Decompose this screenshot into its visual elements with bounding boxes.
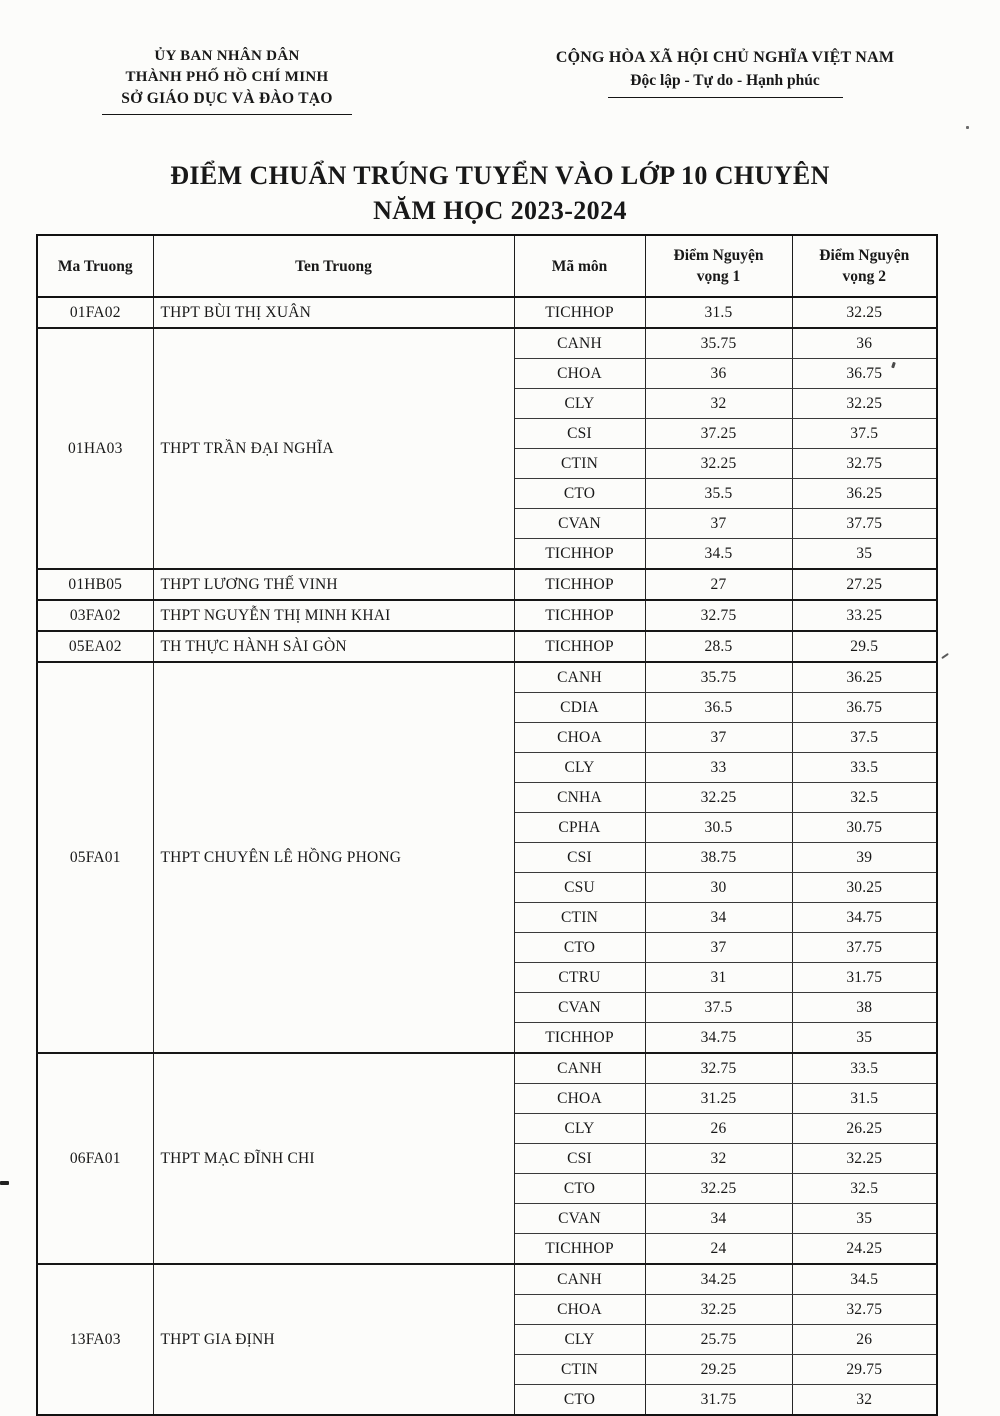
school-name: THPT TRẦN ĐẠI NGHĨA xyxy=(153,328,514,569)
score-nv2: 27.25 xyxy=(792,569,937,600)
score-nv2: 33.5 xyxy=(792,753,937,783)
subject-code: CTRU xyxy=(514,963,645,993)
subject-code: CVAN xyxy=(514,509,645,539)
score-nv1: 37 xyxy=(645,509,792,539)
scan-artifact xyxy=(966,126,969,129)
score-nv1: 32 xyxy=(645,389,792,419)
score-nv1: 32.25 xyxy=(645,1174,792,1204)
school-name: TH THỰC HÀNH SÀI GÒN xyxy=(153,631,514,662)
subject-code: CVAN xyxy=(514,1204,645,1234)
subject-code: CNHA xyxy=(514,783,645,813)
score-nv2: 37.5 xyxy=(792,419,937,449)
school-code: 01HB05 xyxy=(37,569,153,600)
scan-artifact xyxy=(941,653,949,659)
score-nv1: 35.75 xyxy=(645,328,792,359)
col-header-subject-code: Mã môn xyxy=(514,235,645,297)
score-nv2: 39 xyxy=(792,843,937,873)
national-title: CỘNG HÒA XÃ HỘI CHỦ NGHĨA VIỆT NAM xyxy=(555,49,895,66)
subject-code: CDIA xyxy=(514,693,645,723)
score-nv1: 31.5 xyxy=(645,297,792,328)
school-name: THPT NGUYỄN THỊ MINH KHAI xyxy=(153,600,514,631)
subject-code: TICHHOP xyxy=(514,569,645,600)
subject-code: CTIN xyxy=(514,449,645,479)
score-nv1: 32.25 xyxy=(645,449,792,479)
table-row xyxy=(37,631,937,662)
national-motto-block xyxy=(505,46,945,98)
score-nv2: 32.75 xyxy=(792,449,937,479)
table-row xyxy=(37,1264,937,1295)
score-nv2: 32.75 xyxy=(792,1295,937,1325)
score-nv1: 32 xyxy=(645,1144,792,1174)
subject-code: TICHHOP xyxy=(514,1023,645,1054)
score-nv1: 37.25 xyxy=(645,419,792,449)
subject-code: CHOA xyxy=(514,359,645,389)
subject-code: TICHHOP xyxy=(514,297,645,328)
subject-code: CTO xyxy=(514,1174,645,1204)
authority-line-1: ỦY BAN NHÂN DÂN xyxy=(154,48,300,64)
score-nv1: 31.25 xyxy=(645,1084,792,1114)
score-nv2: 35 xyxy=(792,539,937,570)
table-row xyxy=(37,662,937,693)
school-code: 01HA03 xyxy=(37,328,153,569)
score-nv2: 31.5 xyxy=(792,1084,937,1114)
col-header-school-name: Ten Truong xyxy=(153,235,514,297)
school-name: THPT MẠC ĐĨNH CHI xyxy=(153,1053,514,1264)
col-header-score-nv2: Điểm Nguyện vọng 2 xyxy=(792,235,937,297)
document-title xyxy=(0,158,1000,228)
subject-code: CVAN xyxy=(514,993,645,1023)
subject-code: TICHHOP xyxy=(514,1234,645,1265)
school-name: THPT CHUYÊN LÊ HỒNG PHONG xyxy=(153,662,514,1053)
score-nv2: 33.5 xyxy=(792,1053,937,1084)
subject-code: CHOA xyxy=(514,1295,645,1325)
score-nv1: 29.25 xyxy=(645,1355,792,1385)
score-nv1: 34 xyxy=(645,1204,792,1234)
authority-underline xyxy=(102,114,352,115)
subject-code: CTIN xyxy=(514,903,645,933)
subject-code: CTO xyxy=(514,1385,645,1416)
score-nv1: 36 xyxy=(645,359,792,389)
table-row xyxy=(37,600,937,631)
table-row xyxy=(37,569,937,600)
school-code: 01FA02 xyxy=(37,297,153,328)
subject-code: CANH xyxy=(514,662,645,693)
score-nv2: 37.5 xyxy=(792,723,937,753)
score-nv2: 34.75 xyxy=(792,903,937,933)
score-nv2: 30.25 xyxy=(792,873,937,903)
score-nv2: 35 xyxy=(792,1023,937,1054)
score-nv1: 33 xyxy=(645,753,792,783)
national-motto: Độc lập - Tự do - Hạnh phúc xyxy=(630,72,820,89)
motto-underline xyxy=(608,97,843,98)
school-name: THPT LƯƠNG THẾ VINH xyxy=(153,569,514,600)
score-nv1: 32.75 xyxy=(645,1053,792,1084)
score-nv1: 32.25 xyxy=(645,783,792,813)
subject-code: CTO xyxy=(514,479,645,509)
school-code: 13FA03 xyxy=(37,1264,153,1415)
score-nv1: 35.75 xyxy=(645,662,792,693)
score-nv2: 32.25 xyxy=(792,297,937,328)
scores-table-header xyxy=(37,235,937,297)
score-nv2: 31.75 xyxy=(792,963,937,993)
subject-code: CLY xyxy=(514,753,645,783)
subject-code: TICHHOP xyxy=(514,631,645,662)
score-nv1: 31 xyxy=(645,963,792,993)
score-nv1: 37 xyxy=(645,723,792,753)
score-nv2: 38 xyxy=(792,993,937,1023)
school-name: THPT GIA ĐỊNH xyxy=(153,1264,514,1415)
score-nv1: 34.75 xyxy=(645,1023,792,1054)
table-row xyxy=(37,1053,937,1084)
score-nv2: 29.5 xyxy=(792,631,937,662)
score-nv1: 36.5 xyxy=(645,693,792,723)
score-nv2: 26 xyxy=(792,1325,937,1355)
score-nv1: 32.75 xyxy=(645,600,792,631)
subject-code: CSI xyxy=(514,419,645,449)
subject-code: CSI xyxy=(514,843,645,873)
table-row xyxy=(37,328,937,359)
score-nv2: 37.75 xyxy=(792,933,937,963)
school-code: 05EA02 xyxy=(37,631,153,662)
document-title-line-2: NĂM HỌC 2023-2024 xyxy=(373,196,627,225)
score-nv1: 37.5 xyxy=(645,993,792,1023)
score-nv1: 30 xyxy=(645,873,792,903)
school-code: 06FA01 xyxy=(37,1053,153,1264)
scores-table-body xyxy=(37,297,937,1415)
header-row xyxy=(37,235,937,297)
score-nv1: 27 xyxy=(645,569,792,600)
authority-line-3: SỞ GIÁO DỤC VÀ ĐÀO TẠO xyxy=(121,90,333,107)
score-nv1: 37 xyxy=(645,933,792,963)
score-nv1: 34 xyxy=(645,903,792,933)
subject-code: CSU xyxy=(514,873,645,903)
score-nv1: 31.75 xyxy=(645,1385,792,1416)
score-nv2: 32.25 xyxy=(792,1144,937,1174)
subject-code: CHOA xyxy=(514,1084,645,1114)
score-nv2: 36.75 xyxy=(792,693,937,723)
score-nv2: 32.25 xyxy=(792,389,937,419)
subject-code: CLY xyxy=(514,1114,645,1144)
subject-code: CPHA xyxy=(514,813,645,843)
scan-artifact xyxy=(0,1181,9,1185)
subject-code: CHOA xyxy=(514,723,645,753)
score-nv2: 30.75 xyxy=(792,813,937,843)
subject-code: CTIN xyxy=(514,1355,645,1385)
score-nv1: 26 xyxy=(645,1114,792,1144)
score-nv1: 38.75 xyxy=(645,843,792,873)
document-title-line-1: ĐIỂM CHUẨN TRÚNG TUYỂN VÀO LỚP 10 CHUYÊN xyxy=(170,161,830,190)
score-nv1: 32.25 xyxy=(645,1295,792,1325)
subject-code: TICHHOP xyxy=(514,539,645,570)
score-nv2: 33.25 xyxy=(792,600,937,631)
score-nv2: 32.5 xyxy=(792,1174,937,1204)
score-nv2: 36.75 xyxy=(792,359,937,389)
score-nv2: 37.75 xyxy=(792,509,937,539)
subject-code: CLY xyxy=(514,389,645,419)
score-nv2: 36.25 xyxy=(792,662,937,693)
score-nv1: 34.5 xyxy=(645,539,792,570)
score-nv1: 34.25 xyxy=(645,1264,792,1295)
col-header-score-nv1: Điểm Nguyện vọng 1 xyxy=(645,235,792,297)
score-nv2: 32.5 xyxy=(792,783,937,813)
subject-code: CLY xyxy=(514,1325,645,1355)
score-nv1: 24 xyxy=(645,1234,792,1265)
scores-table xyxy=(36,234,938,1416)
issuing-authority-block xyxy=(82,46,372,115)
subject-code: CANH xyxy=(514,328,645,359)
table-row xyxy=(37,297,937,328)
score-nv2: 34.5 xyxy=(792,1264,937,1295)
subject-code: CANH xyxy=(514,1264,645,1295)
subject-code: TICHHOP xyxy=(514,600,645,631)
col-header-school-code: Ma Truong xyxy=(37,235,153,297)
score-nv2: 29.75 xyxy=(792,1355,937,1385)
score-nv2: 32 xyxy=(792,1385,937,1416)
school-name: THPT BÙI THỊ XUÂN xyxy=(153,297,514,328)
school-code: 05FA01 xyxy=(37,662,153,1053)
authority-line-2: THÀNH PHỐ HỒ CHÍ MINH xyxy=(125,69,329,85)
score-nv1: 28.5 xyxy=(645,631,792,662)
score-nv2: 26.25 xyxy=(792,1114,937,1144)
score-nv2: 36 xyxy=(792,328,937,359)
school-code: 03FA02 xyxy=(37,600,153,631)
score-nv2: 24.25 xyxy=(792,1234,937,1265)
subject-code: CANH xyxy=(514,1053,645,1084)
score-nv1: 30.5 xyxy=(645,813,792,843)
score-nv1: 25.75 xyxy=(645,1325,792,1355)
score-nv2: 35 xyxy=(792,1204,937,1234)
score-nv2: 36.25 xyxy=(792,479,937,509)
subject-code: CSI xyxy=(514,1144,645,1174)
subject-code: CTO xyxy=(514,933,645,963)
score-nv1: 35.5 xyxy=(645,479,792,509)
